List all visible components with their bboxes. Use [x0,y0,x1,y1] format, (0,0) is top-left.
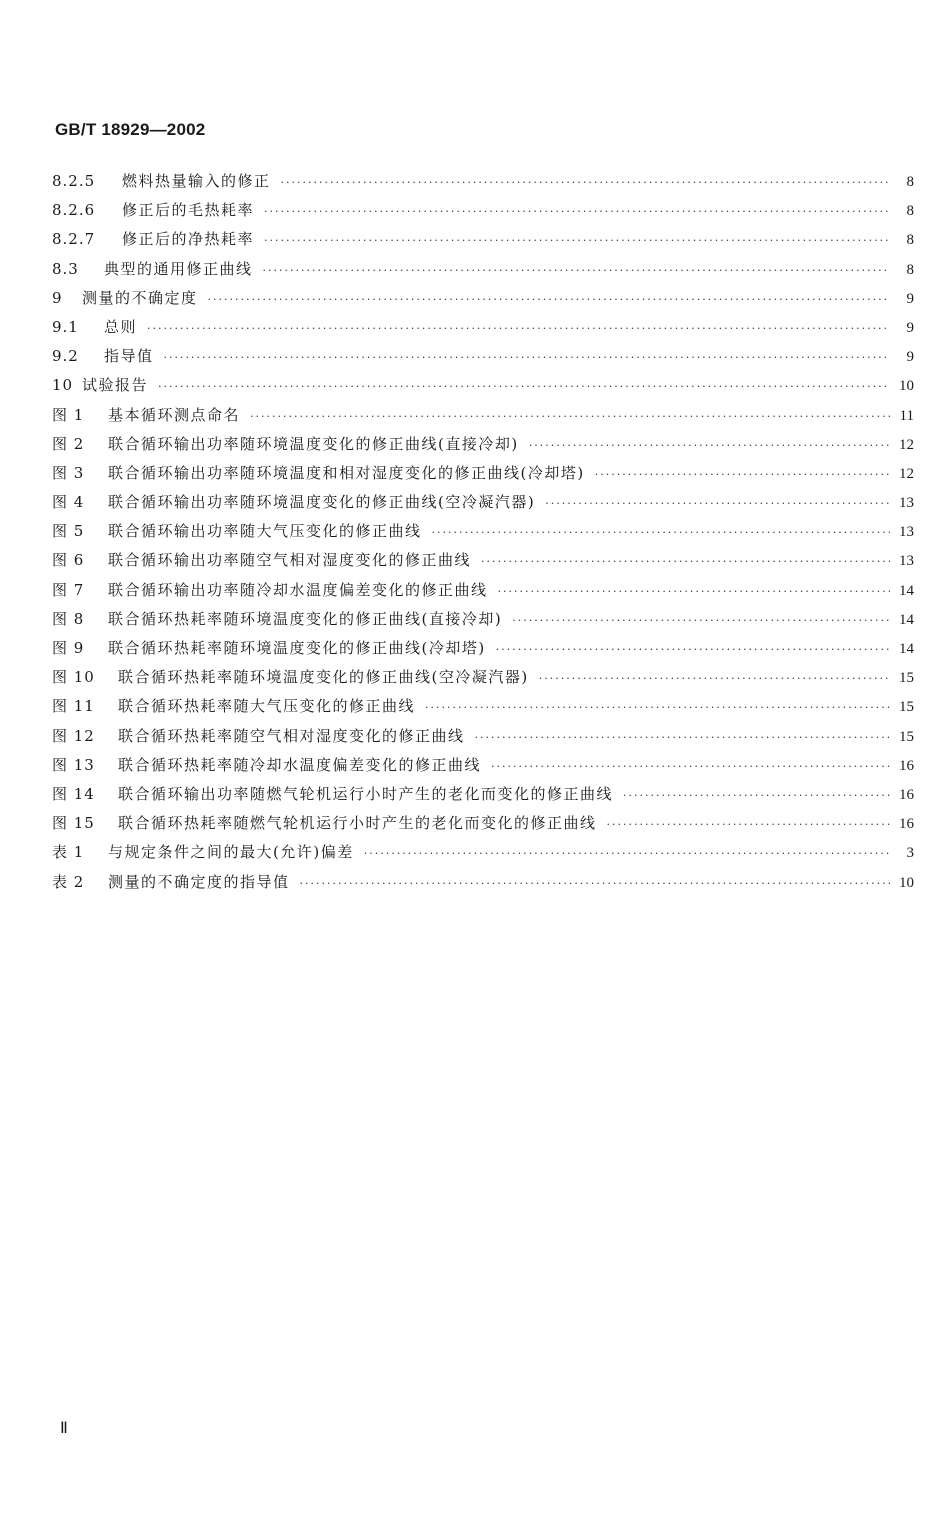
toc-entry[interactable] [52,170,914,199]
toc-entry[interactable] [52,608,914,637]
toc-entry-number: 图 9 [52,639,85,657]
toc-leader-dots [300,877,890,890]
toc-leader-dots [595,468,890,481]
toc-entry-number: 9.2 [52,347,79,366]
toc-entry-number: 图 3 [52,463,85,482]
toc-entry[interactable] [52,374,914,403]
toc-leader-dots [263,264,890,277]
toc-entry-title: 联合循环输出功率随燃气轮机运行小时产生的老化而变化的修正曲线 [118,784,614,803]
toc-entry[interactable] [52,462,914,491]
toc-entry-number: 图 1 [52,405,85,424]
toc-entry-title: 联合循环热耗率随燃气轮机运行小时产生的老化而变化的修正曲线 [118,814,597,833]
toc-entry-page: 8 [906,261,914,278]
toc-entry-title: 燃料热量输入的修正 [122,172,271,190]
toc-entry-title: 指导值 [104,347,154,366]
toc-leader-dots [498,585,890,598]
toc-leader-dots [432,526,890,539]
toc-leader-dots [529,439,890,452]
toc-entry-title: 修正后的净热耗率 [122,230,255,249]
toc-leader-dots [281,176,890,189]
toc-entry-page: 9 [906,290,914,307]
toc-entry-page: 14 [899,582,914,599]
toc-entry[interactable] [52,228,914,257]
toc-entry[interactable] [52,637,914,666]
toc-leader-dots [208,293,890,306]
toc-leader-dots [481,555,890,568]
toc-entry-title: 联合循环热耗率随大气压变化的修正曲线 [118,697,416,716]
toc-leader-dots [623,789,890,802]
toc-leader-dots [512,614,890,627]
toc-entry-page: 8 [906,203,914,220]
toc-entry-number: 图 5 [52,522,85,541]
toc-entry-title: 测量的不确定度 [82,288,198,307]
toc-entry-number: 8.3 [52,259,79,278]
toc-entry-number: 表 1 [52,843,85,862]
toc-entry[interactable] [52,433,914,462]
toc-entry-page: 15 [899,670,914,687]
toc-entry[interactable] [52,404,914,433]
toc-entry-title: 联合循环热耗率随空气相对湿度变化的修正曲线 [118,726,465,745]
toc-leader-dots [496,643,890,656]
toc-entry-title: 联合循环输出功率随环境温度和相对湿度变化的修正曲线(冷却塔) [108,463,585,482]
toc-entry-title: 试验报告 [82,376,149,395]
toc-entry-number: 图 4 [52,493,85,512]
toc-entry-number: 8.2.7 [52,230,96,249]
toc-entry[interactable] [52,549,914,578]
standard-code-header: GB/T 18929—2002 [55,120,206,139]
toc-entry-page: 8 [906,174,914,190]
toc-entry-page: 15 [899,699,914,716]
toc-leader-dots [539,672,890,685]
toc-entry-page: 13 [899,553,914,570]
toc-leader-dots [164,351,890,364]
toc-entry-page: 12 [899,436,914,453]
toc-entry[interactable] [52,783,914,812]
toc-entry-number: 图 13 [52,755,95,774]
toc-entry-number: 图 11 [52,697,95,716]
toc-entry[interactable] [52,316,914,345]
toc-entry-page: 16 [899,816,914,833]
toc-entry-page: 15 [899,728,914,745]
toc-entry-title: 联合循环输出功率随空气相对湿度变化的修正曲线 [108,551,472,570]
toc-entry-page: 14 [899,641,914,657]
toc-entry[interactable] [52,871,914,900]
toc-entry[interactable] [52,579,914,608]
toc-entry[interactable] [52,520,914,549]
toc-entry[interactable] [52,345,914,374]
toc-entry-title: 联合循环热耗率随环境温度变化的修正曲线(冷却塔) [108,639,486,657]
toc-entry-page: 9 [906,349,914,366]
toc-entry-title: 联合循环输出功率随大气压变化的修正曲线 [108,522,422,541]
toc-entry-page: 10 [899,874,914,891]
toc-entry-page: 12 [899,465,914,482]
toc-entry-title: 联合循环热耗率随冷却水温度偏差变化的修正曲线 [118,755,482,774]
toc-leader-dots [491,760,890,773]
toc-entry-page: 10 [899,378,914,395]
page-number-footer: Ⅱ [60,1420,68,1437]
toc-entry-page: 16 [899,757,914,774]
toc-entry-page: 14 [899,611,914,628]
toc-leader-dots [607,818,890,831]
toc-entry-page: 16 [899,786,914,803]
toc-entry-title: 联合循环输出功率随环境温度变化的修正曲线(直接冷却) [108,434,519,453]
toc-entry-number: 9.1 [52,317,79,336]
toc-leader-dots [264,234,890,247]
toc-leader-dots [264,205,890,218]
toc-leader-dots [425,701,890,714]
toc-entry-number: 图 12 [52,726,95,745]
toc-entry-title: 修正后的毛热耗率 [122,201,255,220]
toc-entry[interactable] [52,695,914,724]
toc-entry-title: 典型的通用修正曲线 [104,259,253,278]
toc-entry[interactable] [52,258,914,287]
toc-entry-page: 9 [906,319,914,336]
toc-entry-title: 总则 [104,317,138,336]
toc-entry[interactable] [52,287,914,316]
toc-leader-dots [545,497,890,510]
toc-entry[interactable] [52,491,914,520]
toc-entry-page: 13 [899,524,914,541]
toc-entry-title: 联合循环热耗率随环境温度变化的修正曲线(直接冷却) [108,609,503,628]
toc-entry-title: 联合循环输出功率随冷却水温度偏差变化的修正曲线 [108,580,488,599]
toc-entry-number: 10 [52,376,74,395]
toc-entry[interactable] [52,754,914,783]
toc-entry-number: 图 10 [52,668,95,687]
toc-entry-title: 与规定条件之间的最大(允许)偏差 [108,843,354,862]
toc-entry-number: 图 14 [52,784,95,803]
toc-entry-page: 13 [899,495,914,512]
toc-entry-number: 图 15 [52,814,95,833]
toc-entry-number: 8.2.5 [52,172,96,190]
toc-entry-number: 9 [52,288,63,307]
toc-entry[interactable] [52,199,914,228]
toc-entry-number: 图 7 [52,580,85,599]
toc-leader-dots [475,731,890,744]
toc-entry-number: 8.2.6 [52,201,96,220]
toc-leader-dots [364,847,890,860]
toc-entry-title: 基本循环测点命名 [108,405,241,424]
table-of-contents [52,170,914,900]
toc-leader-dots [158,380,890,393]
toc-entry-page: 3 [906,845,914,862]
toc-entry-page: 11 [899,407,914,424]
toc-entry-number: 图 8 [52,609,85,628]
toc-leader-dots [250,410,890,423]
toc-entry-number: 表 2 [52,872,85,891]
toc-entry[interactable] [52,666,914,695]
toc-entry-number: 图 6 [52,551,85,570]
toc-entry-title: 联合循环热耗率随环境温度变化的修正曲线(空冷凝汽器) [118,668,529,687]
toc-entry-page: 8 [906,232,914,249]
toc-leader-dots [147,322,890,335]
toc-entry[interactable] [52,841,914,870]
toc-entry-title: 联合循环输出功率随环境温度变化的修正曲线(空冷凝汽器) [108,493,536,512]
toc-entry-title: 测量的不确定度的指导值 [108,872,290,891]
toc-entry[interactable] [52,725,914,754]
toc-entry[interactable] [52,812,914,841]
toc-entry-number: 图 2 [52,434,85,453]
